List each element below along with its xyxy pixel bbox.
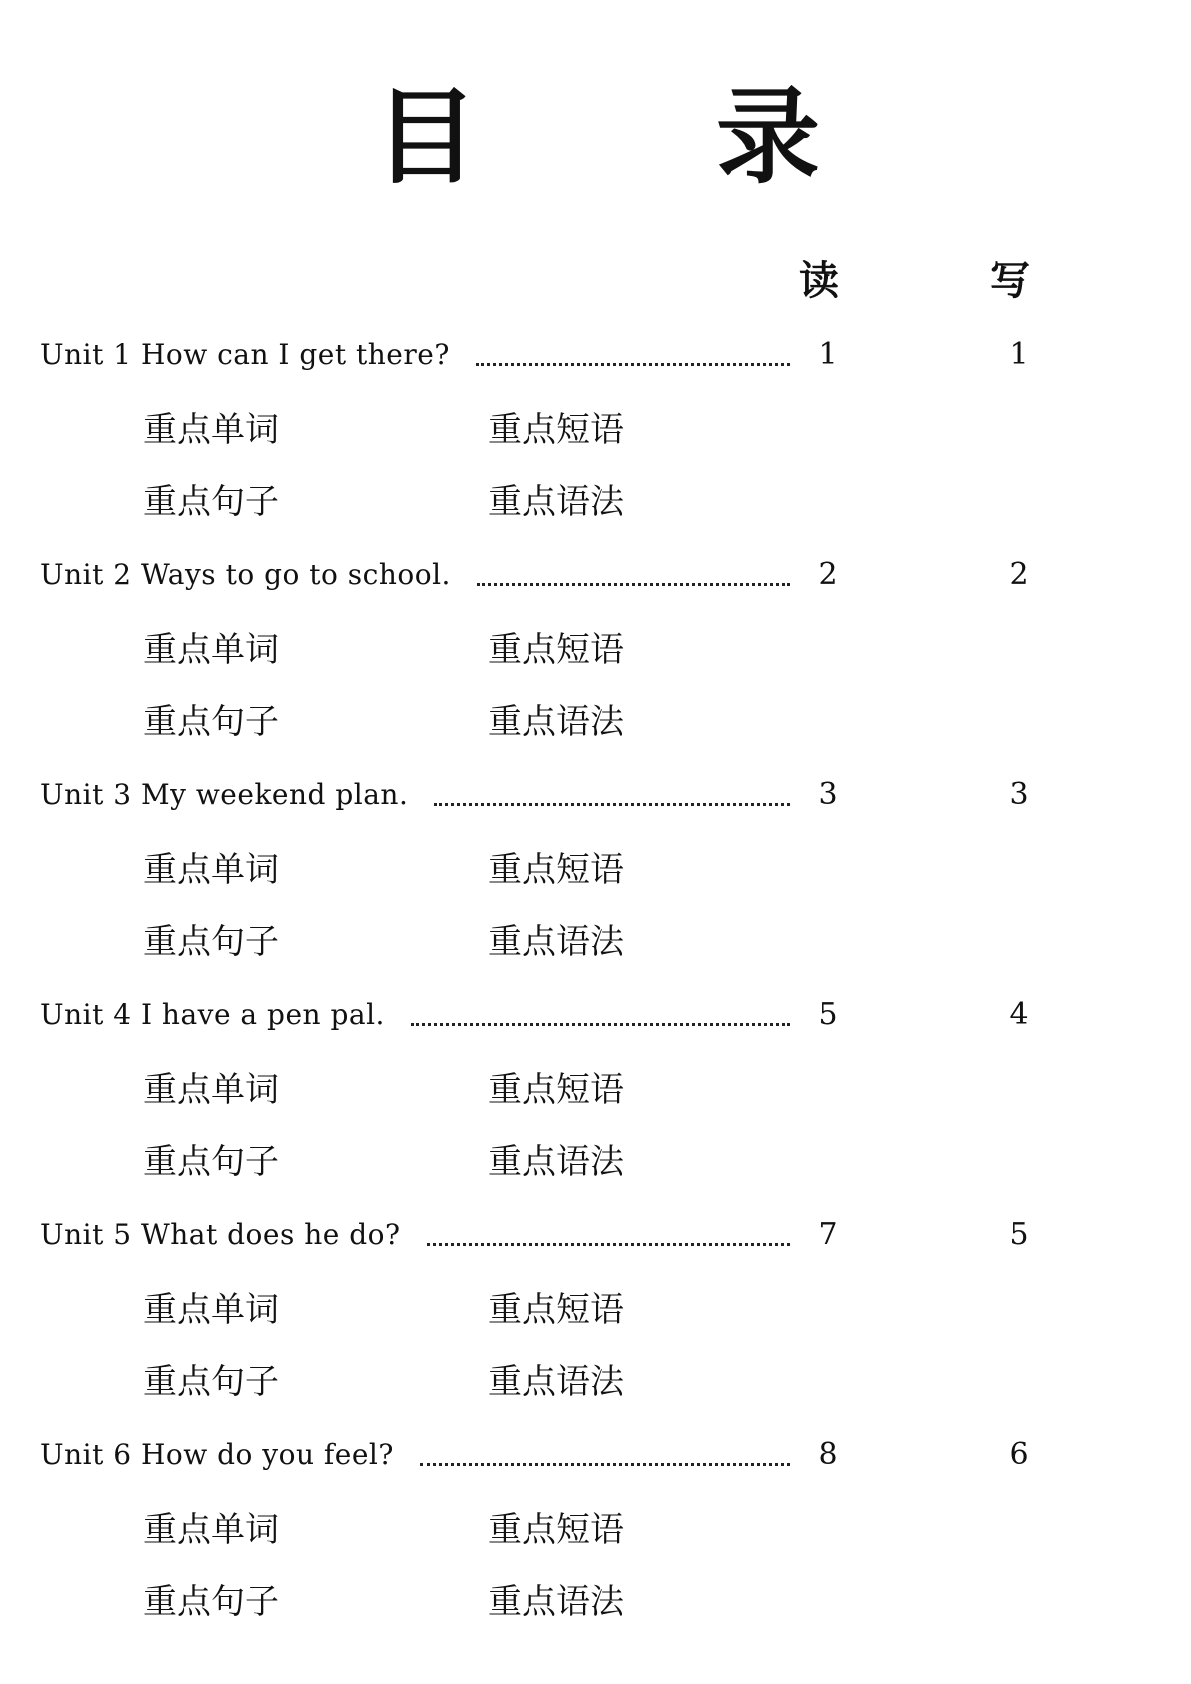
read-page-number: 1 bbox=[818, 337, 838, 372]
read-page-number: 8 bbox=[818, 1437, 838, 1472]
subsection-key-sentences: 重点句子 bbox=[143, 1582, 279, 1622]
subsection-key-sentences: 重点句子 bbox=[143, 1142, 279, 1182]
subsection-key-phrases: 重点短语 bbox=[488, 630, 624, 670]
subsection-key-words: 重点单词 bbox=[143, 850, 279, 890]
table-of-contents bbox=[0, 330, 1191, 1650]
subsection-key-grammar: 重点语法 bbox=[488, 922, 624, 962]
subsection-key-grammar: 重点语法 bbox=[488, 482, 624, 522]
toc-unit-6 bbox=[0, 1430, 1191, 1650]
toc-unit-2 bbox=[0, 550, 1191, 770]
subsection-key-words: 重点单词 bbox=[143, 410, 279, 450]
read-page-number: 7 bbox=[818, 1217, 838, 1252]
write-page-number: 4 bbox=[1009, 997, 1029, 1032]
subsection-key-phrases: 重点短语 bbox=[488, 1510, 624, 1550]
subsection-key-words: 重点单词 bbox=[143, 1070, 279, 1110]
subsection-key-grammar: 重点语法 bbox=[488, 1582, 624, 1622]
read-page-number: 5 bbox=[818, 997, 838, 1032]
unit-title: Unit 6 How do you feel? bbox=[40, 1438, 394, 1471]
unit-title: Unit 3 My weekend plan. bbox=[40, 778, 409, 811]
subsection-key-sentences: 重点句子 bbox=[143, 1362, 279, 1402]
write-page-number: 6 bbox=[1009, 1437, 1029, 1472]
subsection-key-phrases: 重点短语 bbox=[488, 1290, 624, 1330]
dot-leader bbox=[411, 1023, 790, 1026]
subsection-key-grammar: 重点语法 bbox=[488, 1142, 624, 1182]
subsection-key-phrases: 重点短语 bbox=[488, 1070, 624, 1110]
read-page-number: 2 bbox=[818, 557, 838, 592]
column-header-write: 写 bbox=[990, 258, 1030, 304]
subsection-key-words: 重点单词 bbox=[143, 1290, 279, 1330]
toc-entry[interactable] bbox=[40, 1210, 1160, 1260]
toc-unit-3 bbox=[0, 770, 1191, 990]
page-title-char-1: 目 bbox=[374, 76, 479, 198]
unit-title: Unit 1 How can I get there? bbox=[40, 338, 450, 371]
toc-unit-5 bbox=[0, 1210, 1191, 1430]
unit-title: Unit 2 Ways to go to school. bbox=[40, 558, 451, 591]
dot-leader bbox=[427, 1243, 790, 1246]
toc-entry[interactable] bbox=[40, 1430, 1160, 1480]
subsection-key-grammar: 重点语法 bbox=[488, 1362, 624, 1402]
write-page-number: 1 bbox=[1009, 337, 1029, 372]
page-title-char-2: 录 bbox=[716, 76, 821, 198]
subsection-key-sentences: 重点句子 bbox=[143, 922, 279, 962]
toc-unit-4 bbox=[0, 990, 1191, 1210]
toc-entry[interactable] bbox=[40, 770, 1160, 820]
page-title bbox=[0, 76, 1191, 198]
write-page-number: 3 bbox=[1009, 777, 1029, 812]
dot-leader bbox=[434, 803, 790, 806]
toc-entry[interactable] bbox=[40, 550, 1160, 600]
subsection-key-words: 重点单词 bbox=[143, 1510, 279, 1550]
write-page-number: 5 bbox=[1009, 1217, 1029, 1252]
subsection-key-sentences: 重点句子 bbox=[143, 702, 279, 742]
dot-leader bbox=[477, 583, 790, 586]
read-page-number: 3 bbox=[818, 777, 838, 812]
write-page-number: 2 bbox=[1009, 557, 1029, 592]
subsection-key-sentences: 重点句子 bbox=[143, 482, 279, 522]
column-header-read: 读 bbox=[799, 258, 839, 304]
subsection-key-grammar: 重点语法 bbox=[488, 702, 624, 742]
toc-entry[interactable] bbox=[40, 990, 1160, 1040]
subsection-key-words: 重点单词 bbox=[143, 630, 279, 670]
toc-entry[interactable] bbox=[40, 330, 1160, 380]
unit-title: Unit 5 What does he do? bbox=[40, 1218, 401, 1251]
subsection-key-phrases: 重点短语 bbox=[488, 850, 624, 890]
dot-leader bbox=[476, 363, 790, 366]
subsection-key-phrases: 重点短语 bbox=[488, 410, 624, 450]
dot-leader bbox=[420, 1463, 790, 1466]
unit-title: Unit 4 I have a pen pal. bbox=[40, 998, 385, 1031]
toc-unit-1 bbox=[0, 330, 1191, 550]
